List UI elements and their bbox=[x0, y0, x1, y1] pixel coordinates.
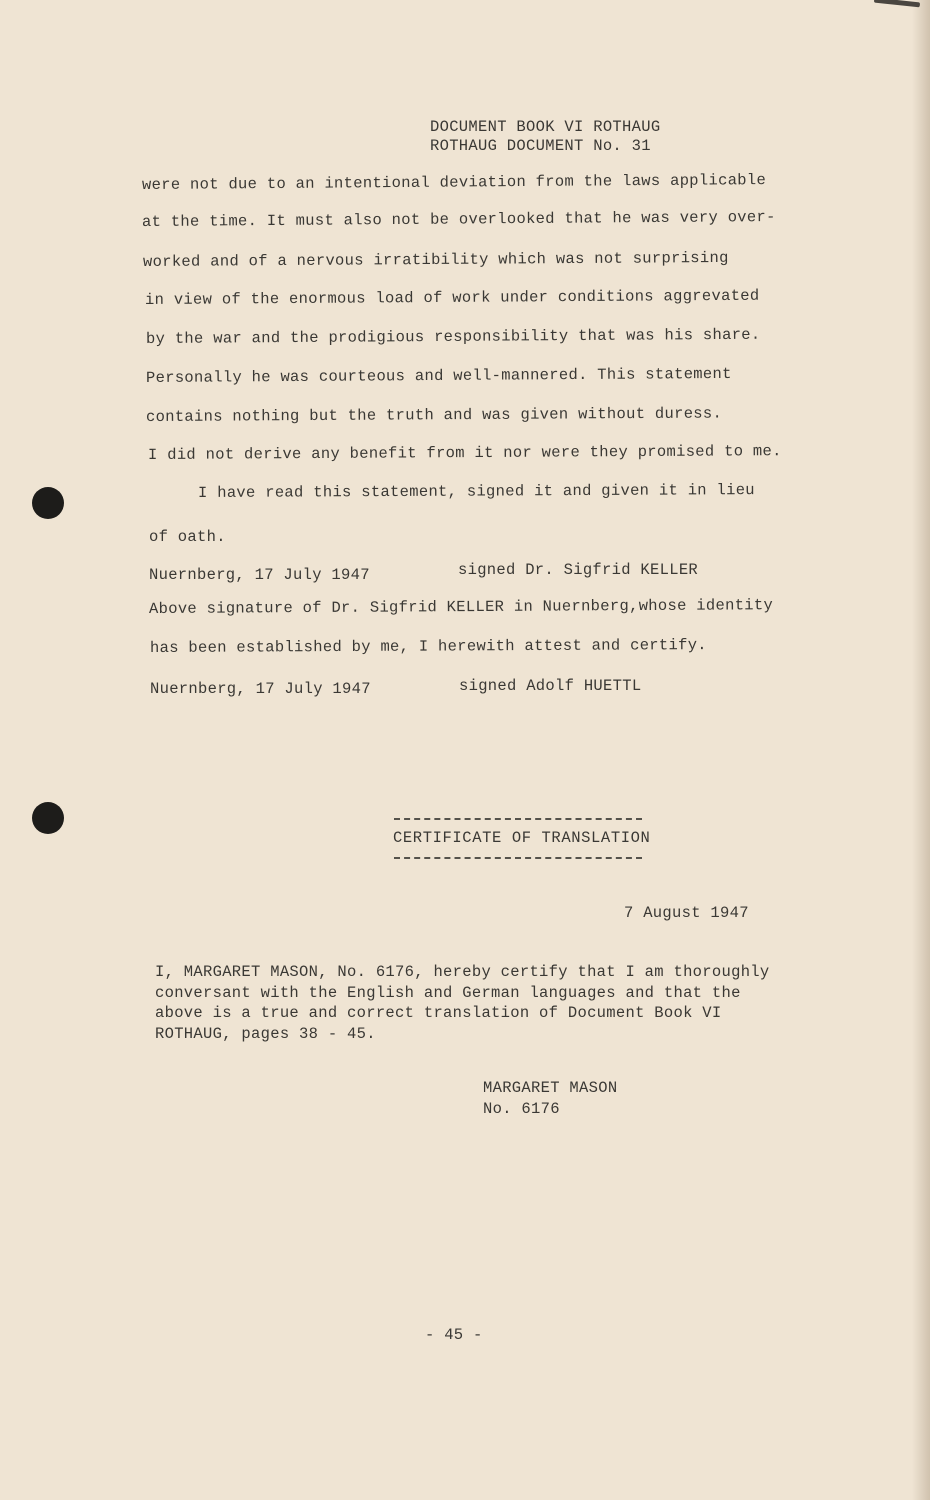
body-line: contains nothing but the truth and was given without duress. bbox=[145, 404, 723, 426]
translator-signature-block bbox=[483, 1078, 617, 1120]
huettl-signature: signed Adolf HUETTL bbox=[459, 677, 642, 695]
punch-hole-upper bbox=[32, 487, 64, 519]
certificate-date: 7 August 1947 bbox=[624, 904, 749, 922]
body-line: of oath. bbox=[149, 528, 226, 546]
page-edge-shadow bbox=[912, 0, 930, 1500]
attestation-line: Above signature of Dr. Sigfrid KELLER in Nuernberg,whose identity bbox=[148, 596, 774, 618]
body-line: worked and of a nervous irratibility which was not surprising bbox=[142, 248, 729, 271]
attestation-line: has been established by me, I herewith attest and certify. bbox=[149, 636, 707, 657]
huettl-place-date: Nuernberg, 17 July 1947 bbox=[150, 680, 371, 698]
translator-name: MARGARET MASON bbox=[483, 1079, 618, 1097]
translator-number: No. 6176 bbox=[483, 1100, 560, 1118]
body-line: by the war and the prodigious responsibility that was his share. bbox=[145, 325, 761, 348]
certificate-body-line: conversant with the English and German languages and that the bbox=[155, 983, 741, 1002]
body-line: I did not derive any benefit from it nor were they promised to me. bbox=[147, 442, 782, 464]
body-line: I have read this statement, signed it and given it in lieu bbox=[197, 481, 755, 502]
document-header bbox=[430, 118, 660, 156]
body-line: in view of the enormous load of work under conditions aggrevated bbox=[144, 286, 760, 309]
body-line: were not due to an intentional deviation from the laws applicable bbox=[141, 171, 767, 194]
punch-hole-lower bbox=[32, 802, 64, 834]
header-document-number: ROTHAUG DOCUMENT No. 31 bbox=[430, 137, 651, 155]
certificate-body-line: above is a true and correct translation of Document Book VI bbox=[155, 1004, 722, 1022]
page-number: - 45 - bbox=[425, 1326, 483, 1344]
certificate-body-line: I, MARGARET MASON, No. 6176, hereby certify that I am thoroughly bbox=[155, 963, 770, 981]
certificate-body-line: ROTHAUG, pages 38 - 45. bbox=[155, 1024, 376, 1043]
certificate-rule-bottom bbox=[394, 857, 642, 859]
keller-place-date: Nuernberg, 17 July 1947 bbox=[149, 566, 370, 584]
body-line: Personally he was courteous and well-mannered. This statement bbox=[145, 364, 732, 387]
certificate-title: CERTIFICATE OF TRANSLATION bbox=[393, 829, 651, 847]
corner-mark bbox=[874, 0, 920, 7]
keller-signature: signed Dr. Sigfrid KELLER bbox=[458, 561, 699, 579]
header-document-book: DOCUMENT BOOK VI ROTHAUG bbox=[430, 118, 661, 136]
body-line: at the time. It must also not be overlooked that he was very over- bbox=[141, 208, 776, 231]
certificate-rule-top bbox=[394, 818, 642, 820]
certificate-body bbox=[155, 962, 770, 1044]
